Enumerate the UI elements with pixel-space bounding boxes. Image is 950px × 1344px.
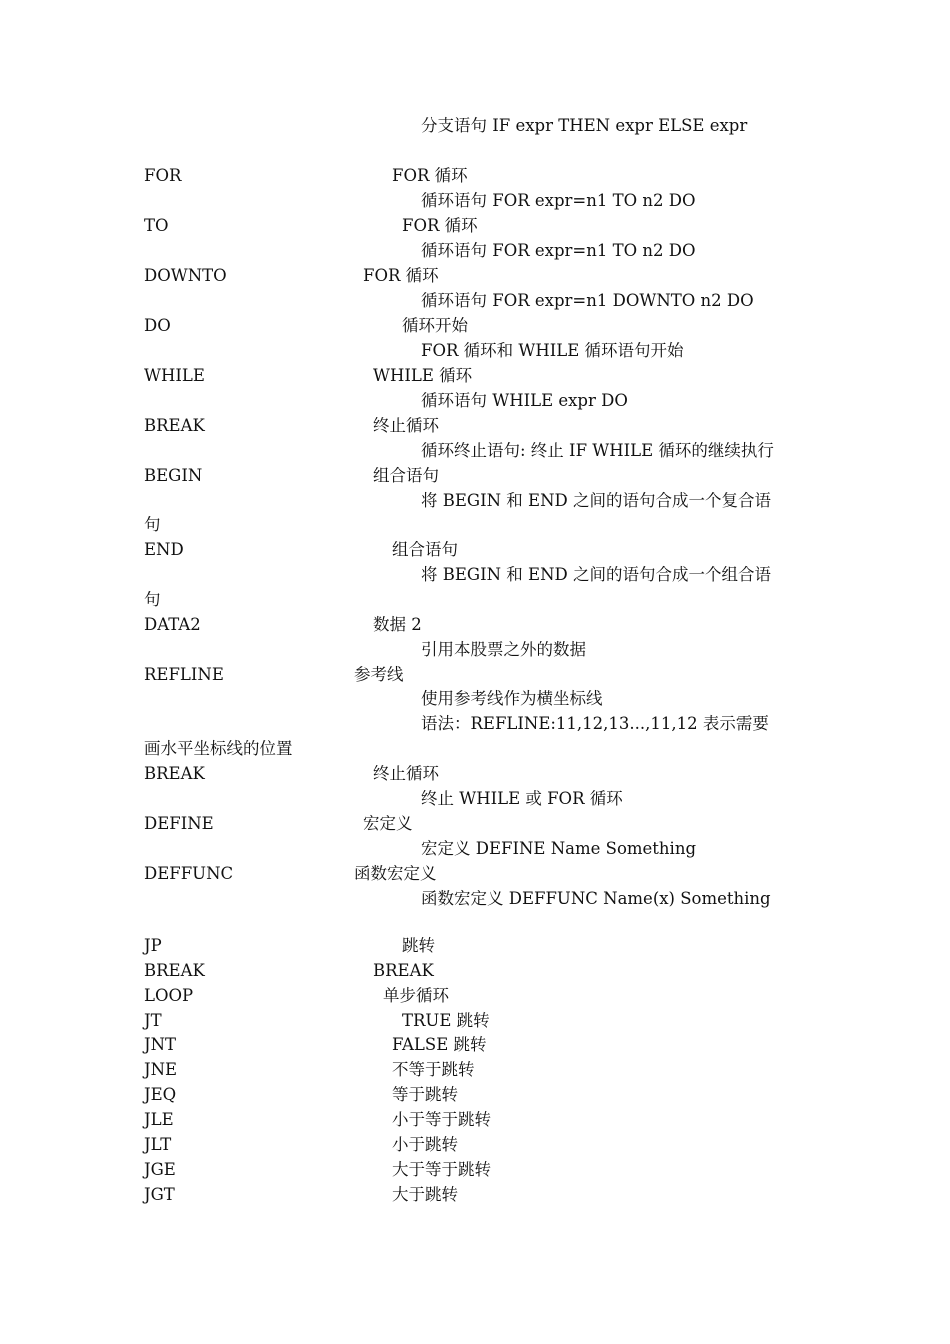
name-break: 终止循环 [373,416,439,435]
desc-refline-wrap: 画水平坐标线的位置 [144,739,293,758]
desc-refline: 使用参考线作为横坐标线 [421,689,603,708]
desc-end-wrap: 句 [144,590,161,609]
keyword-do: DO [144,316,171,335]
jump-desc: 跳转 [402,936,435,955]
desc-end: 将 BEGIN 和 END 之间的语句合成一个组合语 [421,565,771,584]
keyword-refline: REFLINE [144,665,224,684]
jump-keyword: JNE [144,1060,178,1079]
jump-desc: 小于跳转 [392,1135,458,1154]
desc-downto: 循环语句 FOR expr=n1 DOWNTO n2 DO [421,291,754,310]
keyword-while: WHILE [144,366,205,385]
jump-desc: 大于等于跳转 [392,1160,491,1179]
if-statement-desc: 分支语句 IF expr THEN expr ELSE expr [421,116,748,135]
keyword-break-2: BREAK [144,764,205,783]
desc-begin-wrap: 句 [144,515,161,534]
keyword-data2: DATA2 [144,615,201,634]
jump-desc: FALSE 跳转 [392,1035,487,1054]
desc-break: 循环终止语句: 终止 IF WHILE 循环的继续执行 [421,441,774,460]
jump-keyword: JLE [144,1110,174,1129]
jump-keyword: JP [144,936,162,955]
name-end: 组合语句 [392,540,458,559]
desc-while: 循环语句 WHILE expr DO [421,391,628,410]
name-data2: 数据 2 [373,615,422,634]
jump-desc: TRUE 跳转 [402,1011,490,1030]
jump-keyword: JLT [144,1135,172,1154]
name-define: 宏定义 [363,814,413,833]
keyword-define: DEFINE [144,814,214,833]
name-refline: 参考线 [354,665,404,684]
jump-keyword: JEQ [144,1085,177,1104]
keyword-for: FOR [144,166,182,185]
jump-keyword: LOOP [144,986,194,1005]
jump-desc: 小于等于跳转 [392,1110,491,1129]
keyword-break: BREAK [144,416,205,435]
name-while: WHILE 循环 [373,366,473,385]
jump-keyword: BREAK [144,961,205,980]
jump-desc: 大于跳转 [392,1185,458,1204]
desc-break-2: 终止 WHILE 或 FOR 循环 [421,789,623,808]
name-do: 循环开始 [402,316,468,335]
desc-do: FOR 循环和 WHILE 循环语句开始 [421,341,684,360]
keyword-end: END [144,540,184,559]
name-for: FOR 循环 [392,166,468,185]
jump-keyword: JGT [144,1185,175,1204]
keyword-downto: DOWNTO [144,266,227,285]
desc-to: 循环语句 FOR expr=n1 TO n2 DO [421,241,696,260]
desc-define: 宏定义 DEFINE Name Something [421,839,697,858]
desc-data2: 引用本股票之外的数据 [421,640,586,659]
keyword-begin: BEGIN [144,466,203,485]
desc-refline-syntax: 语法：REFLINE:11,12,13...,11,12 表示需要 [421,714,769,733]
jump-desc: 不等于跳转 [392,1060,475,1079]
keyword-deffunc: DEFFUNC [144,864,234,883]
desc-begin: 将 BEGIN 和 END 之间的语句合成一个复合语 [421,491,771,510]
desc-deffunc: 函数宏定义 DEFFUNC Name(x) Something [421,889,771,908]
name-break-2: 终止循环 [373,764,439,783]
jump-keyword: JGE [144,1160,176,1179]
name-downto: FOR 循环 [363,266,439,285]
keyword-to: TO [144,216,169,235]
name-deffunc: 函数宏定义 [354,864,437,883]
jump-keyword: JNT [144,1035,177,1054]
jump-desc: 等于跳转 [392,1085,458,1104]
name-to: FOR 循环 [402,216,478,235]
jump-desc: BREAK [373,961,434,980]
name-begin: 组合语句 [373,466,439,485]
jump-desc: 单步循环 [383,986,449,1005]
jump-keyword: JT [144,1011,162,1030]
desc-for: 循环语句 FOR expr=n1 TO n2 DO [421,191,696,210]
